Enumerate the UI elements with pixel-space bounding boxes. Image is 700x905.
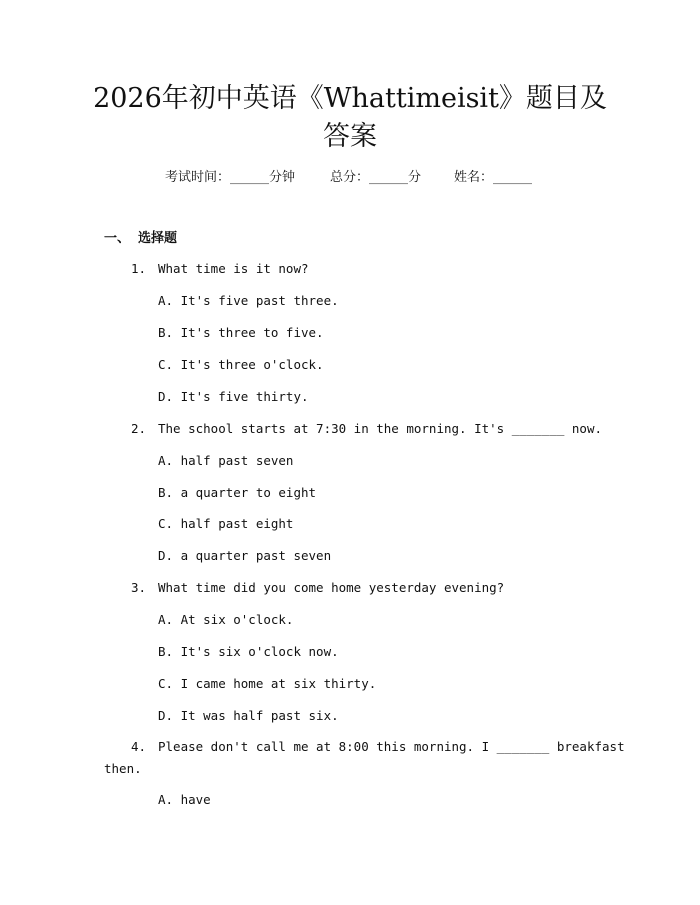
section-number: 一、 bbox=[104, 231, 131, 246]
document-title: 2026年初中英语《Whattimeisit》题目及答案 bbox=[93, 83, 607, 152]
total-score-label: 总分：______分 bbox=[330, 170, 422, 185]
question-3-option-b: B. It's six o'clock now. bbox=[158, 644, 339, 659]
question-2-option-b: B. a quarter to eight bbox=[158, 485, 317, 500]
question-number: 2. bbox=[131, 421, 147, 436]
question-3-option-a: A. At six o'clock. bbox=[158, 612, 294, 627]
question-1-option-b: B. It's three to five. bbox=[158, 325, 324, 340]
question-2-option-a: A. half past seven bbox=[158, 453, 294, 468]
question-2-option-c: C. half past eight bbox=[158, 516, 294, 531]
question-number: 1. bbox=[131, 261, 147, 276]
question-number: 4. bbox=[131, 739, 147, 754]
exam-time-label: 考试时间：______分钟 bbox=[165, 170, 296, 185]
question-3-option-d: D. It was half past six. bbox=[158, 708, 339, 723]
question-4-text-continuation: then. bbox=[104, 761, 142, 776]
section-heading bbox=[104, 229, 177, 249]
question-4-option-a: A. have bbox=[158, 792, 211, 807]
question-text: The school starts at 7:30 in the morning. It's _______ now. bbox=[158, 421, 603, 436]
section-title: 选择题 bbox=[138, 231, 178, 246]
question-1-option-a: A. It's five past three. bbox=[158, 293, 339, 308]
question-2-option-d: D. a quarter past seven bbox=[158, 548, 332, 563]
student-name-label: 姓名：______ bbox=[454, 170, 533, 185]
question-1-option-d: D. It's five thirty. bbox=[158, 389, 309, 404]
question-text: What time did you come home yesterday evening? bbox=[158, 580, 505, 595]
question-number: 3. bbox=[131, 580, 147, 595]
question-3-option-c: C. I came home at six thirty. bbox=[158, 676, 377, 691]
question-text: What time is it now? bbox=[158, 261, 309, 276]
question-1-option-c: C. It's three o'clock. bbox=[158, 357, 324, 372]
question-text: Please don't call me at 8:00 this morning. I _______ breakfast bbox=[158, 739, 625, 754]
